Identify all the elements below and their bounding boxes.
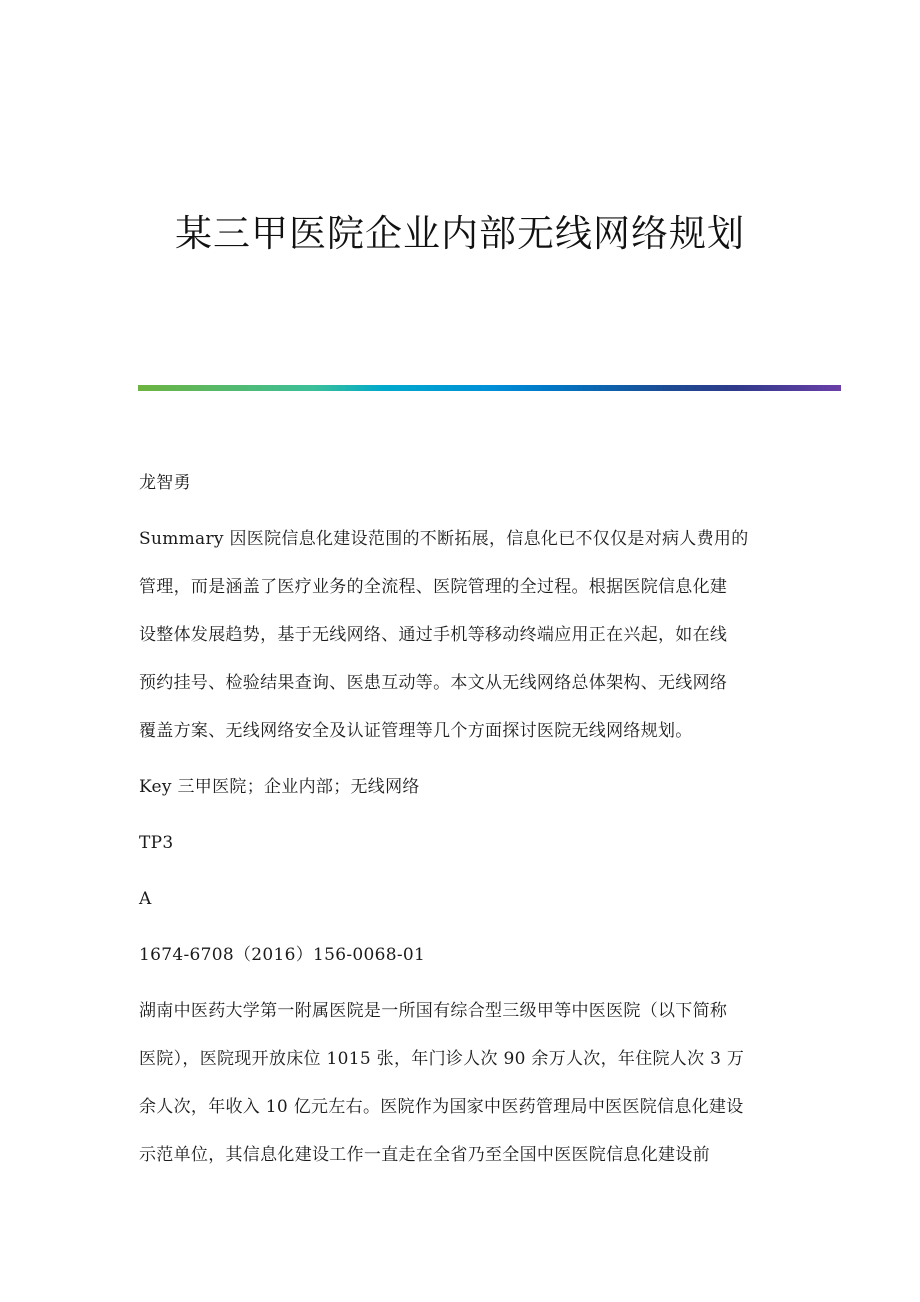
author-name: 龙智勇 (139, 473, 191, 493)
document-title: 某三甲医院企业内部无线网络规划 (175, 212, 745, 255)
summary-line: 覆盖方案、无线网络安全及认证管理等几个方面探讨医院无线网络规划。 (139, 721, 693, 741)
body-paragraph-line: 余人次，年收入 10 亿元左右。医院作为国家中医药管理局中医医院信息化建设 (139, 1097, 744, 1117)
gradient-divider (138, 385, 841, 391)
summary-line: 管理，而是涵盖了医疗业务的全流程、医院管理的全过程。根据医院信息化建 (139, 577, 728, 597)
document-code: A (139, 889, 152, 909)
keywords: Key 三甲医院；企业内部；无线网络 (139, 777, 420, 797)
summary-line: Summary 因医院信息化建设范围的不断拓展，信息化已不仅仅是对病人费用的 (139, 529, 749, 549)
article-id: 1674-6708（2016）156-0068-01 (139, 945, 426, 965)
body-paragraph-line: 示范单位，其信息化建设工作一直走在全省乃至全国中医医院信息化建设前 (139, 1145, 710, 1165)
summary-line: 设整体发展趋势，基于无线网络、通过手机等移动终端应用正在兴起，如在线 (139, 625, 728, 645)
body-paragraph-line: 医院），医院现开放床位 1015 张，年门诊人次 90 余万人次，年住院人次 3 万 (139, 1049, 745, 1069)
classification-code: TP3 (139, 833, 174, 853)
summary-line: 预约挂号、检验结果查询、医患互动等。本文从无线网络总体架构、无线网络 (139, 673, 728, 693)
body-paragraph-line: 湖南中医药大学第一附属医院是一所国有综合型三级甲等中医医院（以下简称 (139, 1001, 728, 1021)
